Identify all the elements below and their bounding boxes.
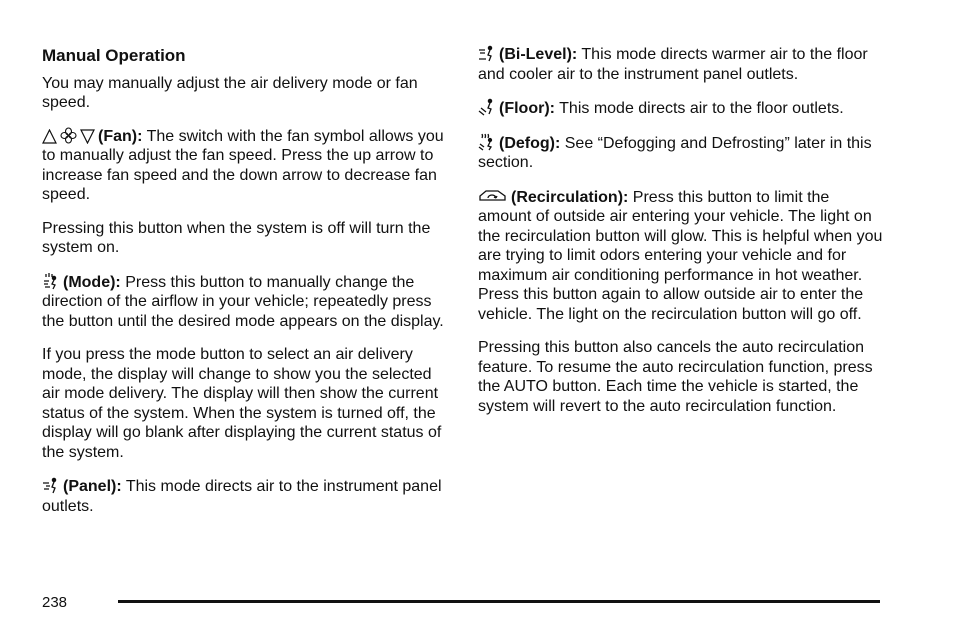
pressing-paragraph: Pressing this button when the system is off will turn the system on.: [42, 219, 431, 256]
intro-paragraph: You may manually adjust the air delivery mode or fan speed.: [42, 74, 418, 111]
recirculation-text: Press this button to limit the amount of outside air entering your vehicle. The light on the recirculation button will glow. This is helpful when you are trying to limit odors entering your vehicle and for maximum air conditioning performance in hot weather. Press this button again to allow outside air to enter the vehicle. The light on the recirculation button will go off.: [478, 188, 883, 323]
fan-up-arrow-icon: [42, 129, 57, 144]
mode-paragraph: [42, 272, 452, 332]
bilevel-paragraph: [478, 44, 883, 84]
auto-recirculation-paragraph: Pressing this button also cancels the auto recirculation feature. To resume the auto recirculation function, press the AUTO button. Each time the vehicle is started, the system will revert to the auto recirculation function.: [478, 339, 873, 415]
floor-icon: [478, 98, 496, 116]
section-heading: Manual Operation: [42, 46, 186, 65]
mode-text: Press this button to manually change the direction of the airflow in your vehicle; repeatedly press the button until the desired mode appears on the display.: [42, 273, 444, 330]
floor-term: (Floor):: [499, 100, 555, 117]
recirculation-term: (Recirculation):: [511, 188, 629, 206]
mode-term: (Mode):: [63, 273, 121, 291]
floor-text: This mode directs air to the floor outlets.: [554, 100, 844, 117]
floor-paragraph: [478, 98, 883, 119]
fan-text: The switch with the fan symbol allows you to manually adjust the fan speed. Press the up arrow to increase fan speed and the down arrow to decrease fan speed.: [42, 127, 444, 203]
defog-paragraph: [478, 133, 883, 173]
defog-text: See “Defogging and Defrosting” later in this section.: [478, 134, 872, 171]
bilevel-text: This mode directs warmer air to the floor and cooler air to the instrument panel outlets.: [478, 46, 868, 83]
left-column: [42, 44, 452, 530]
fan-down-arrow-icon: [80, 129, 95, 144]
mode-icon: [42, 272, 60, 290]
panel-term: (Panel):: [63, 478, 122, 495]
mode-detail-paragraph: If you press the mode button to select an air delivery mode, the display will change to show you the selected air mode delivery. The display will then show the current status of the system. When the system is turned off, the display will go blank after displaying the current status of the system.: [42, 346, 442, 461]
page-number: 238: [42, 594, 68, 611]
panel-text: This mode directs air to the instrument panel outlets.: [42, 478, 442, 515]
defog-icon: [478, 133, 496, 151]
bilevel-term: (Bi-Level):: [499, 46, 578, 63]
footer-rule: [118, 600, 880, 603]
fan-icon: [60, 127, 77, 144]
fan-term: (Fan):: [98, 127, 143, 145]
recirculation-icon: [478, 187, 508, 205]
panel-paragraph: [42, 476, 452, 516]
right-column: [478, 44, 883, 430]
fan-paragraph: [42, 127, 452, 205]
bi-level-icon: [478, 44, 496, 62]
defog-term: (Defog):: [499, 134, 561, 152]
panel-icon: [42, 476, 60, 494]
recirculation-paragraph: [478, 187, 883, 325]
